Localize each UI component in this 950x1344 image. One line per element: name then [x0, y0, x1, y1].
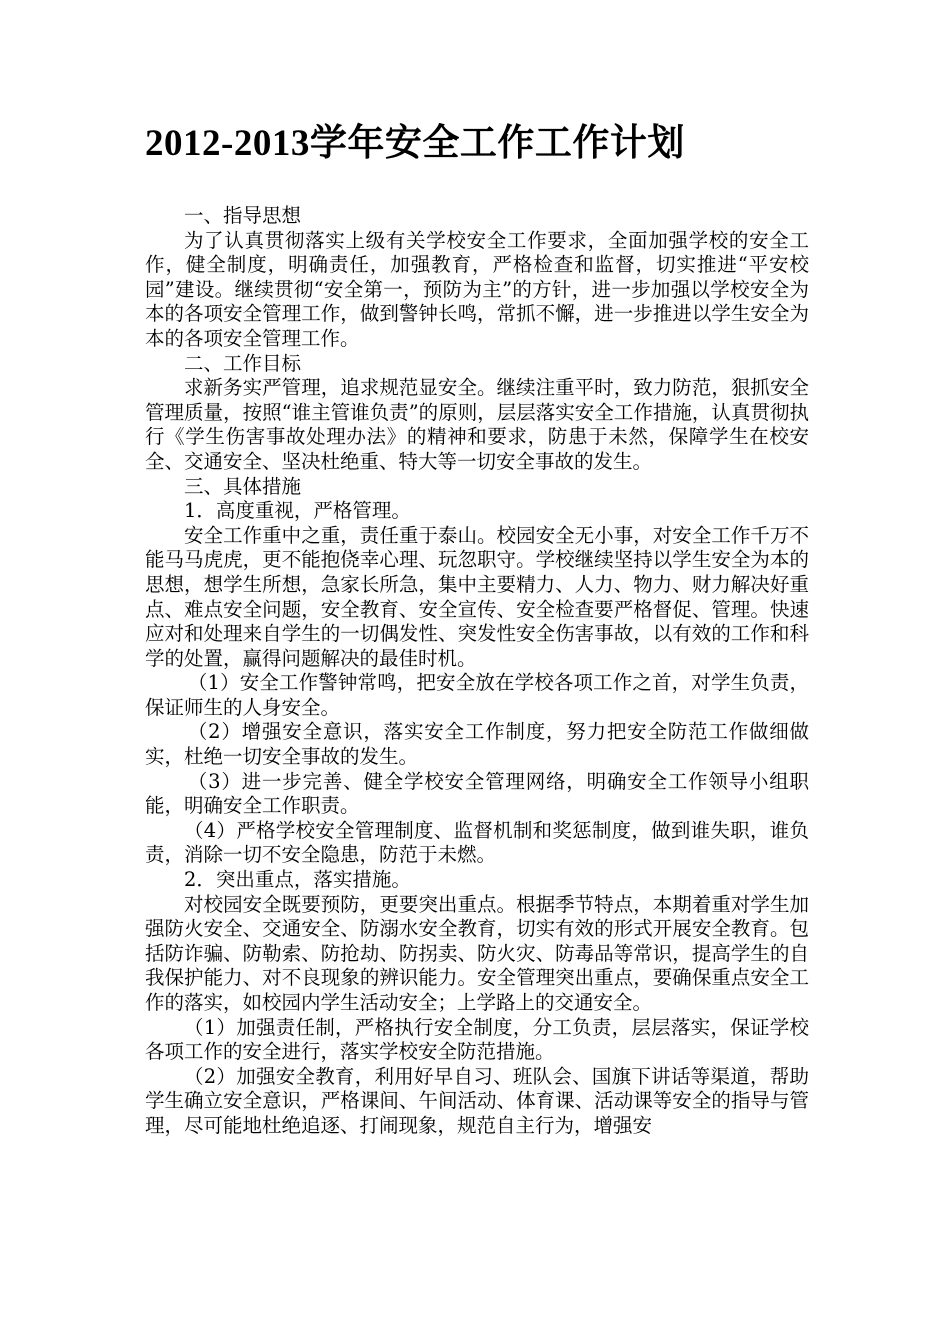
list-item: （3）进一步完善、健全学校安全管理网络，明确安全工作领导小组职能，明确安全工作职责。 — [145, 769, 809, 818]
document-title: 2012-2013学年安全工作工作计划 — [145, 123, 685, 164]
paragraph: 为了认真贯彻落实上级有关学校安全工作要求，全面加强学校的安全工作，健全制度，明确责任，加强教育，严格检查和监督，切实推进“平安校园”建设。继续贯彻“安全第一，预防为主”的方针，进一步加强以学校安全为本的各项安全管理工作，做到警钟长鸣，常抓不懈，进一步推进以学生安全为本的各项安全管理工作。 — [145, 228, 809, 350]
document-body — [145, 204, 809, 1139]
section-heading: 一、指导思想 — [184, 204, 302, 227]
paragraph: 对校园安全既要预防，更要突出重点。根据季节特点，本期着重对学生加强防火安全、交通安全、防溺水安全教育，切实有效的形式开展安全教育。包括防诈骗、防勒索、防抢劫、防拐卖、防火灾、防毒品等常识，提高学生的自我保护能力、对不良现象的辨识能力。安全管理突出重点，要确保重点安全工作的落实，如校园内学生活动安全；上学路上的交通安全。 — [145, 892, 809, 1014]
list-item: （2）加强安全教育，利用好早自习、班队会、国旗下讲话等渠道，帮助学生确立安全意识，严格课间、午间活动、体育课、活动课等安全的指导与管理，尽可能地杜绝追逐、打闹现象，规范自主行为，增强安 — [145, 1064, 809, 1137]
paragraph: 安全工作重中之重，责任重于泰山。校园安全无小事，对安全工作千万不能马马虎虎，更不能抱侥幸心理、玩忽职守。学校继续坚持以学生安全为本的思想，想学生所想，急家长所急，集中主要精力、人力、物力、财力解决好重点、难点安全问题，安全教育、安全宣传、安全检查要严格督促、管理。快速应对和处理来自学生的一切偶发性、突发性安全伤害事故，以有效的工作和科学的处置，赢得问题解决的最佳时机。 — [145, 523, 809, 670]
list-item: （1）安全工作警钟常鸣，把安全放在学校各项工作之首，对学生负责，保证师生的人身安全。 — [145, 671, 809, 719]
section-heading: 三、具体措施 — [184, 474, 302, 498]
list-item: （2）增强安全意识，落实安全工作制度，努力把安全防范工作做细做实，杜绝一切安全事故的发生。 — [145, 720, 809, 769]
list-item: （1）加强责任制，严格执行安全制度，分工负责，层层落实，保证学校各项工作的安全进行，落实学校安全防范措施。 — [145, 1015, 809, 1064]
section-heading: 二、工作目标 — [184, 351, 302, 375]
list-item: （4）严格学校安全管理制度、监督机制和奖惩制度，做到谁失职，谁负责，消除一切不安全隐患，防范于未燃。 — [145, 818, 809, 867]
paragraph: 求新务实严管理，追求规范显安全。继续注重平时，致力防范，狠抓安全管理质量，按照“谁主管谁负责”的原则，层层落实安全工作措施，认真贯彻执行《学生伤害事故处理办法》的精神和要求，防患于未然，保障学生在校安全、交通安全、坚决杜绝重、特大等一切安全事故的发生。 — [145, 376, 809, 473]
document-page — [145, 118, 809, 1139]
subsection-heading: 1．高度重视，严格管理。 — [184, 499, 411, 523]
subsection-heading: 2．突出重点，落实措施。 — [184, 868, 411, 892]
